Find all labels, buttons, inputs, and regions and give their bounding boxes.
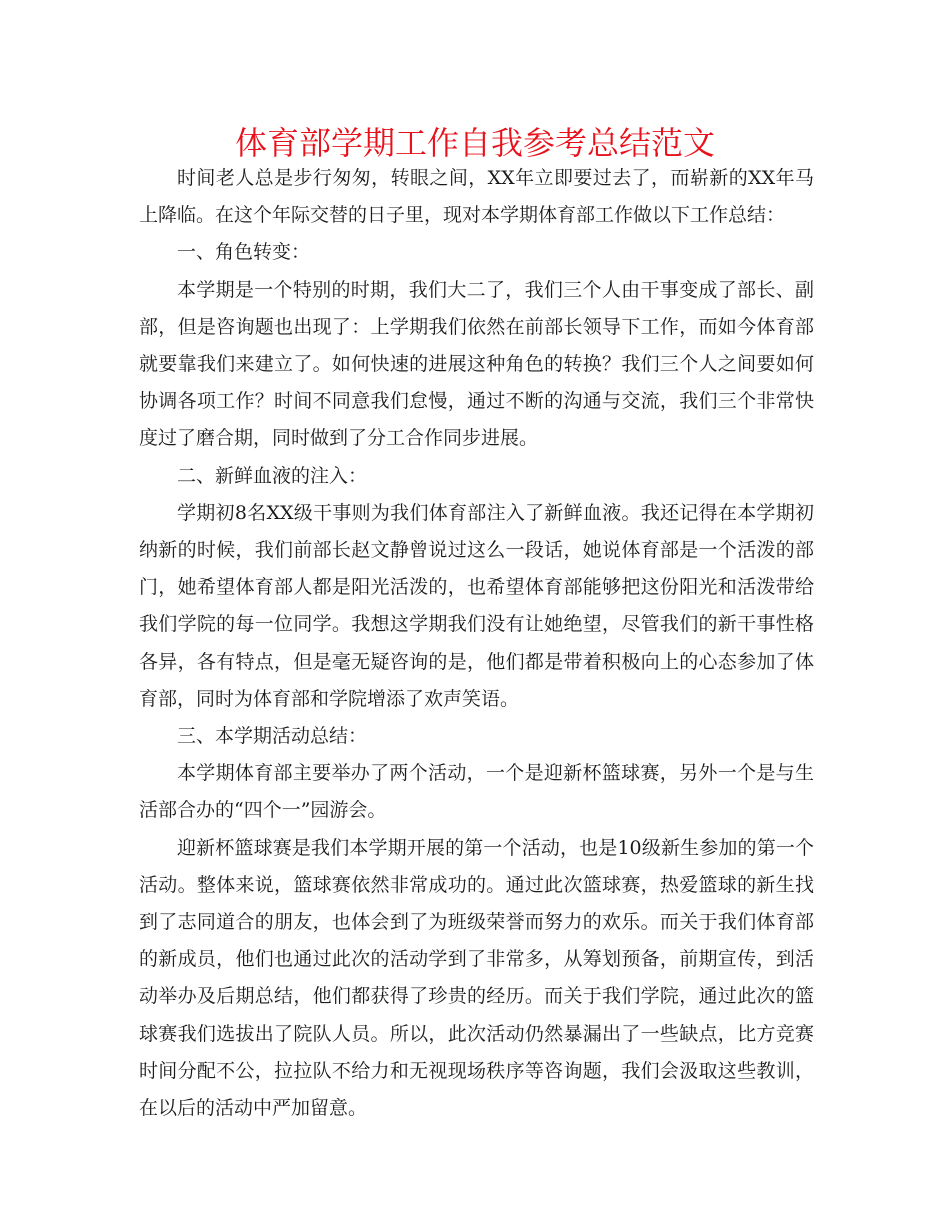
- paragraph-basketball-game: 迎新杯篮球赛是我们本学期开展的第一个活动，也是10级新生参加的第一个活动。整体来说，篮球赛依然非常成功的。通过此次篮球赛，热爱篮球的新生找到了志同道合的朋友，也体会到了为班级荣誉而努力的欢乐。而关于我们体育部的新成员，他们也通过此次的活动学到了非常多，从筹划预备，前期宣传，到活动举办及后期总结，他们都获得了珍贵的经历。而关于我们学院，通过此次的篮球赛我们选拔出了院队人员。所以，此次活动仍然暴漏出了一些缺点，比方竞赛时间分配不公，拉拉队不给力和无视现场秩序等咨询题，我们会汲取这些教训，在以后的活动中严加留意。: [139, 836, 814, 1120]
- document-body: [139, 160, 814, 1127]
- paragraph-intro: 时间老人总是步行匆匆，转眼之间，XX年立即要过去了，而崭新的XX年马上降临。在这个年际交替的日子里，现对本学期体育部工作做以下工作总结：: [139, 167, 814, 227]
- section-heading-activity-summary: 三、本学期活动总结：: [177, 725, 368, 748]
- section-heading-role-change: 一、角色转变：: [177, 241, 311, 264]
- paragraph-activities-overview: 本学期体育部主要举办了两个活动，一个是迎新杯篮球赛，另外一个是与生活部合办的“四个一”园游会。: [139, 762, 814, 822]
- paragraph-role-change: 本学期是一个特别的时期，我们大二了，我们三个人由干事变成了部长、副部，但是咨询题也出现了：上学期我们依然在前部长领导下工作，而如今体育部就要靠我们来建立了。如何快速的进展这种角色的转换？我们三个人之间要如何协调各项工作？时间不同意我们怠慢，通过不断的沟通与交流，我们三个非常快度过了磨合期，同时做到了分工合作同步进展。: [139, 278, 814, 450]
- document-title: 体育部学期工作自我参考总结范文: [234, 124, 715, 162]
- section-heading-new-members: 二、新鲜血液的注入：: [177, 464, 368, 487]
- paragraph-new-members: 学期初8名XX级干事则为我们体育部注入了新鲜血液。我还记得在本学期初纳新的时候，我们前部长赵文静曾说过这么一段话，她说体育部是一个活泼的部门，她希望体育部人都是阳光活泼的，也希望体育部能够把这份阳光和活泼带给我们学院的每一位同学。我想这学期我们没有让她绝望，尽管我们的新干事性格各异，各有特点，但是毫无疑咨询的是，他们都是带着积极向上的心态参加了体育部，同时为体育部和学院增添了欢声笑语。: [139, 501, 814, 710]
